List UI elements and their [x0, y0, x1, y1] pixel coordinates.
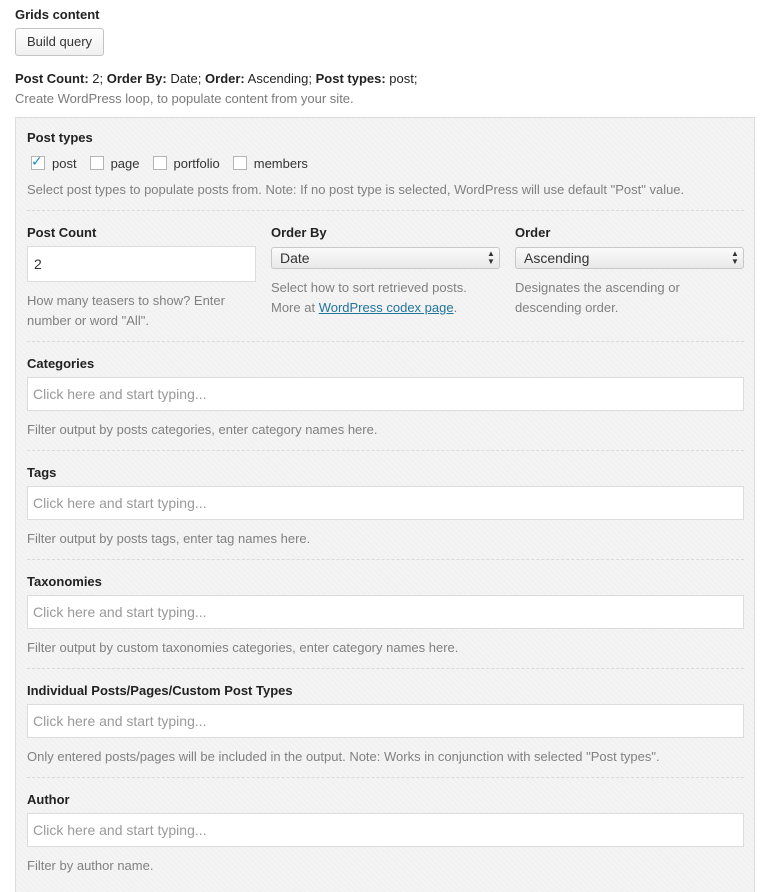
divider	[27, 341, 744, 342]
post-count-description	[27, 291, 225, 331]
divider	[27, 668, 744, 669]
divider	[27, 450, 744, 451]
taxonomies-input[interactable]	[27, 595, 744, 629]
post-types-description: Select post types to populate posts from. Note: If no post type is selected, WordPress will use default "Post" value.	[27, 182, 685, 197]
post-count-description-line1: How many teasers to show? Enter	[27, 293, 225, 308]
summary-order-label: Order:	[205, 71, 245, 86]
author-input[interactable]	[27, 813, 744, 847]
individual-posts-description: Only entered posts/pages will be included in the output. Note: Works in conjunction with selected "Post types".	[27, 749, 660, 764]
build-query-button[interactable]: Build query	[15, 28, 104, 56]
order-by-select[interactable]	[271, 247, 500, 269]
select-arrows-icon: ▲ ▼	[487, 249, 495, 266]
post-types-checkboxes	[31, 154, 321, 172]
order-description-line2: descending order.	[515, 300, 619, 315]
categories-description: Filter output by posts categories, enter category names here.	[27, 422, 378, 437]
checkbox-page[interactable]	[90, 156, 104, 170]
author-placeholder: Click here and start typing...	[33, 822, 207, 838]
post-count-label: Post Count	[27, 225, 97, 240]
checkbox-post[interactable]	[31, 153, 45, 170]
wordpress-codex-link[interactable]: WordPress codex page	[318, 300, 454, 315]
order-by-description-line1: Select how to sort retrieved posts.	[271, 280, 467, 295]
taxonomies-description: Filter output by custom taxonomies categories, enter category names here.	[27, 640, 459, 655]
categories-placeholder: Click here and start typing...	[33, 386, 207, 402]
individual-posts-input[interactable]	[27, 704, 744, 738]
summary-description: Create WordPress loop, to populate content from your site.	[15, 91, 354, 106]
divider	[27, 777, 744, 778]
checkbox-portfolio[interactable]	[153, 156, 167, 170]
summary-post-types-value: post;	[385, 71, 418, 86]
summary-post-count-value: 2;	[88, 71, 104, 86]
divider	[27, 559, 744, 560]
order-description-line1: Designates the ascending or	[515, 280, 680, 295]
author-description: Filter by author name.	[27, 858, 154, 873]
order-by-label: Order By	[271, 225, 327, 240]
tags-label: Tags	[27, 465, 57, 480]
categories-input[interactable]	[27, 377, 744, 411]
order-label: Order	[515, 225, 551, 240]
select-arrows-icon: ▲ ▼	[731, 249, 739, 266]
summary-order-by-label: Order By:	[106, 71, 167, 86]
taxonomies-label: Taxonomies	[27, 574, 102, 589]
query-summary	[15, 71, 417, 86]
order-description	[515, 278, 680, 318]
order-selected: Ascending	[524, 250, 590, 266]
post-count-input[interactable]: 2	[27, 246, 256, 282]
post-types-label: Post types	[27, 130, 93, 145]
checkbox-members[interactable]	[233, 156, 247, 170]
order-select[interactable]	[515, 247, 744, 269]
summary-order-by-value: Date;	[166, 71, 202, 86]
individual-posts-label: Individual Posts/Pages/Custom Post Types	[27, 683, 293, 698]
categories-label: Categories	[27, 356, 95, 371]
individual-posts-placeholder: Click here and start typing...	[33, 713, 207, 729]
taxonomies-placeholder: Click here and start typing...	[33, 604, 207, 620]
order-by-description-suffix: .	[453, 300, 458, 315]
summary-post-count-label: Post Count:	[15, 71, 89, 86]
checkbox-label-page: page	[110, 155, 140, 171]
query-builder-panel	[15, 117, 755, 892]
tags-description: Filter output by posts tags, enter tag names here.	[27, 531, 311, 546]
post-count-description-line2: number or word "All".	[27, 313, 149, 328]
summary-order-value: Ascending;	[244, 71, 312, 86]
order-by-selected: Date	[280, 250, 310, 266]
checkbox-label-portfolio: portfolio	[173, 155, 220, 171]
checkmark-icon: ✓	[31, 153, 43, 169]
summary-post-types-label: Post types:	[315, 71, 386, 86]
tags-input[interactable]	[27, 486, 744, 520]
divider	[27, 210, 744, 211]
order-by-description-prefix: More at	[271, 300, 319, 315]
author-label: Author	[27, 792, 70, 807]
order-by-description	[271, 278, 467, 318]
tags-placeholder: Click here and start typing...	[33, 495, 207, 511]
checkbox-label-post: post	[52, 155, 77, 171]
checkbox-label-members: members	[253, 155, 308, 171]
section-title: Grids content	[15, 7, 100, 22]
